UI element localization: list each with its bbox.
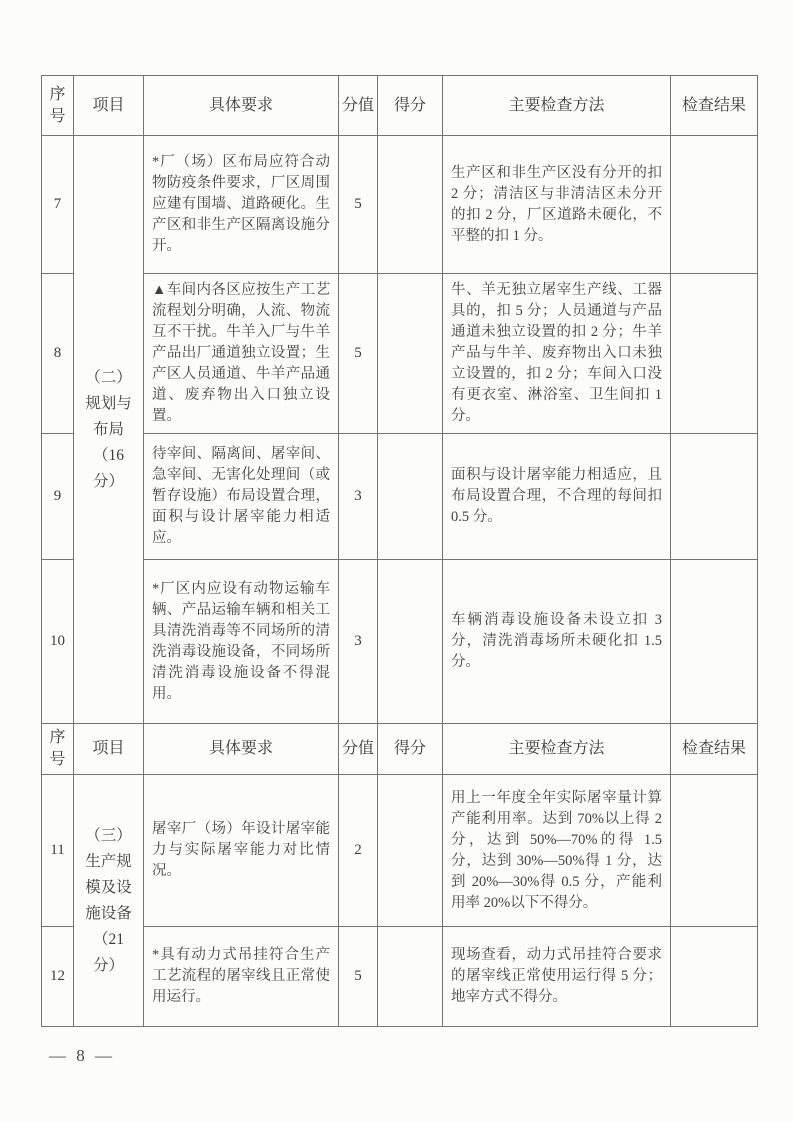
table-row: [42, 560, 758, 724]
col-header-requirement: 具体要求: [144, 76, 339, 136]
method-cell: 用上一年度全年实际屠宰量计算产能利用率。达到 70%以上得 2 分，达到 50%—70%的得 1.5 分，达到 30%—50%得 1 分，达到 20%—30%得 0.5 分，产能利用率 20%以下不得分。: [443, 775, 671, 927]
result-cell: [671, 927, 758, 1027]
col-header-project: 项目: [74, 724, 144, 775]
points-earned-cell: [378, 927, 443, 1027]
result-cell: [671, 434, 758, 560]
method-cell: 生产区和非生产区没有分开的扣 2 分；清洁区与非清洁区未分开的扣 2 分，厂区道路未硬化，不平整的扣 1 分。: [443, 136, 671, 274]
requirement-cell: ▲车间内各区应按生产工艺流程划分明确，人流、物流互不干扰。牛羊入厂与牛羊产品出厂通道独立设置；生产区人员通道、牛羊产品通道、废弃物出入口独立设置。: [144, 274, 339, 434]
seq-cell: 10: [42, 560, 74, 724]
page-number: — 8 —: [49, 1046, 115, 1065]
result-cell: [671, 560, 758, 724]
project-cell: （二）规划与布局（16分）: [74, 136, 144, 724]
table-row: [42, 274, 758, 434]
table-header-row: [42, 724, 758, 775]
requirement-cell: *厂区内应设有动物运输车辆、产品运输车辆和相关工具清洗消毒等不同场所的清洗消毒设施设备，不同场所清洗消毒设施设备不得混用。: [144, 560, 339, 724]
score-value-cell: 3: [339, 560, 378, 724]
points-earned-cell: [378, 274, 443, 434]
table-header-row: [42, 76, 758, 136]
col-header-seq: 序号: [42, 724, 74, 775]
seq-cell: 8: [42, 274, 74, 434]
seq-cell: 11: [42, 775, 74, 927]
project-cell: （三）生产规模及设施设备（21分）: [74, 775, 144, 1027]
col-header-result: 检查结果: [671, 724, 758, 775]
col-header-requirement: 具体要求: [144, 724, 339, 775]
table-row: [42, 775, 758, 927]
col-header-score: 分值: [339, 724, 378, 775]
col-header-project: 项目: [74, 76, 144, 136]
score-value-cell: 3: [339, 434, 378, 560]
col-header-result: 检查结果: [671, 76, 758, 136]
requirement-cell: 待宰间、隔离间、屠宰间、急宰间、无害化处理间（或暂存设施）布局设置合理，面积与设计屠宰能力相适应。: [144, 434, 339, 560]
result-cell: [671, 136, 758, 274]
result-cell: [671, 775, 758, 927]
table-row: [42, 434, 758, 560]
seq-cell: 9: [42, 434, 74, 560]
method-cell: 现场查看，动力式吊挂符合要求的屠宰线正常使用运行得 5 分；地宰方式不得分。: [443, 927, 671, 1027]
score-value-cell: 5: [339, 136, 378, 274]
points-earned-cell: [378, 775, 443, 927]
score-value-cell: 5: [339, 927, 378, 1027]
method-cell: 车辆消毒设施设备未设立扣 3 分，清洗消毒场所未硬化扣 1.5 分。: [443, 560, 671, 724]
col-header-earned: 得分: [378, 724, 443, 775]
requirement-cell: *具有动力式吊挂符合生产工艺流程的屠宰线且正常使用运行。: [144, 927, 339, 1027]
seq-cell: 7: [42, 136, 74, 274]
inspection-checklist-table: [41, 75, 758, 1027]
method-cell: 面积与设计屠宰能力相适应，且布局设置合理，不合理的每间扣 0.5 分。: [443, 434, 671, 560]
col-header-seq: 序号: [42, 76, 74, 136]
col-header-method: 主要检查方法: [443, 724, 671, 775]
col-header-earned: 得分: [378, 76, 443, 136]
points-earned-cell: [378, 136, 443, 274]
table-row: [42, 927, 758, 1027]
method-cell: 牛、羊无独立屠宰生产线、工器具的，扣 5 分；人员通道与产品通道未独立设置的扣 2 分；牛羊产品与牛羊、废弃物出入口未独立设置的，扣 2 分；车间入口没有更衣室、淋浴室、卫生间扣 1 分。: [443, 274, 671, 434]
col-header-method: 主要检查方法: [443, 76, 671, 136]
points-earned-cell: [378, 434, 443, 560]
result-cell: [671, 274, 758, 434]
requirement-cell: 屠宰厂（场）年设计屠宰能力与实际屠宰能力对比情况。: [144, 775, 339, 927]
table-row: [42, 136, 758, 274]
col-header-score: 分值: [339, 76, 378, 136]
score-value-cell: 2: [339, 775, 378, 927]
seq-cell: 12: [42, 927, 74, 1027]
score-value-cell: 5: [339, 274, 378, 434]
points-earned-cell: [378, 560, 443, 724]
requirement-cell: *厂（场）区布局应符合动物防疫条件要求，厂区周围应建有围墙、道路硬化。生产区和非生产区隔离设施分开。: [144, 136, 339, 274]
